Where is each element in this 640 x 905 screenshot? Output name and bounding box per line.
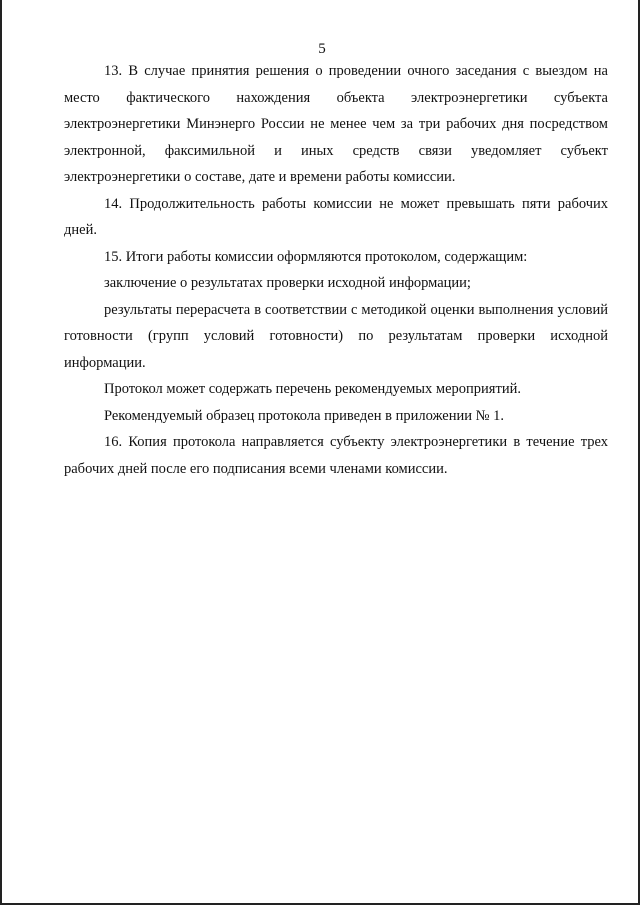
document-body [64, 58, 608, 482]
paragraph-13: 13. В случае принятия решения о проведении очного заседания с выездом на место фактического нахождения объекта электроэнергетики субъекта электроэнергетики Минэнерго России не менее чем за три рабочих дня посредством электронной, факсимильной и иных средств связи уведомляет субъект электроэнергетики о составе, дате и времени работы комиссии. [64, 63, 608, 185]
paragraph-14: 14. Продолжительность работы комиссии не может превышать пяти рабочих дней. [64, 195, 608, 238]
paragraph-protocol-sample: Рекомендуемый образец протокола приведен в приложении № 1. [104, 407, 504, 424]
paragraph-15-item-recalculation: результаты перерасчета в соответствии с методикой оценки выполнения условий готовности (групп условий готовности) по результатам проверки исходной информации. [64, 301, 608, 371]
paragraph-16: 16. Копия протокола направляется субъекту электроэнергетики в течение трех рабочих дней после его подписания всеми членами комиссии. [64, 434, 608, 477]
paragraph-15-item-conclusion: заключение о результатах проверки исходной информации; [104, 275, 471, 291]
paragraph-protocol-measures: Протокол может содержать перечень рекомендуемых мероприятий. [104, 381, 521, 397]
paragraph-15: 15. Итоги работы комиссии оформляются протоколом, содержащим: [104, 248, 528, 265]
page-number: 5 [318, 41, 326, 57]
